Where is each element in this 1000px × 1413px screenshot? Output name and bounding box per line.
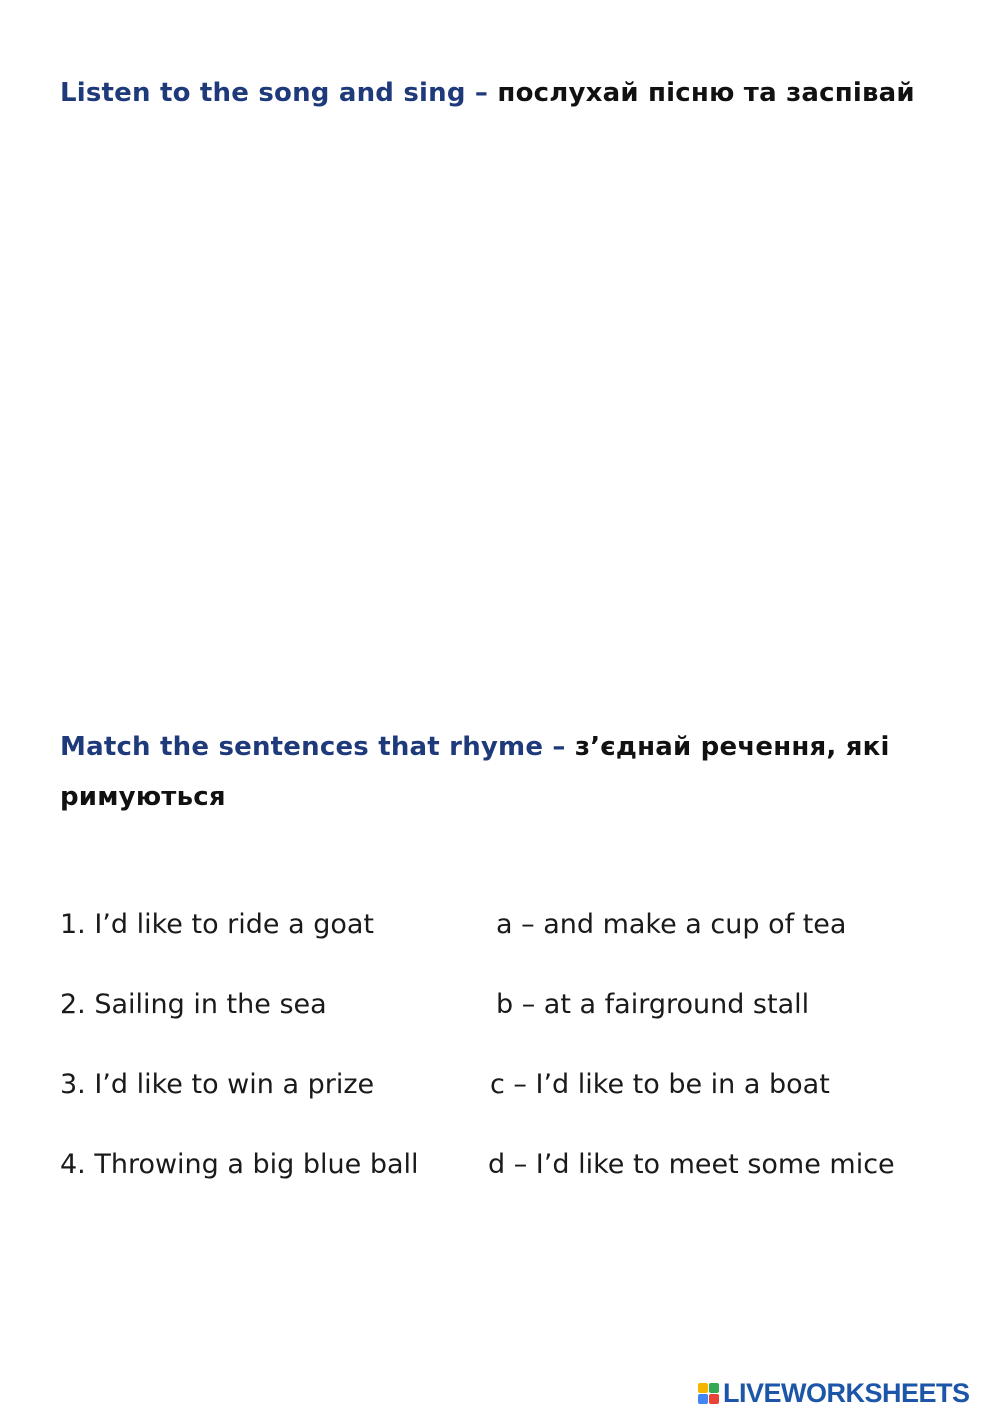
match-row xyxy=(60,985,960,1025)
heading-match-rhymes xyxy=(60,722,920,822)
match-option-b[interactable]: b – at a fairground stall xyxy=(496,989,810,1020)
match-option-a[interactable]: a – and make a cup of tea xyxy=(496,909,847,940)
match-sentence-4[interactable]: 4. Throwing a big blue ball xyxy=(60,1149,419,1180)
liveworksheets-logo xyxy=(698,1378,970,1408)
heading-listen-and-sing xyxy=(60,68,960,118)
match-option-d[interactable]: d – I’d like to meet some mice xyxy=(488,1149,895,1180)
heading-ukrainian: з’єднай речення, які римуються xyxy=(60,732,890,812)
logo-text: LIVEWORKSHEETS xyxy=(723,1377,970,1408)
match-row xyxy=(60,1065,960,1105)
match-option-c[interactable]: c – I’d like to be in a boat xyxy=(490,1069,830,1100)
heading-english: Listen to the song and sing – xyxy=(60,78,489,108)
match-sentence-3[interactable]: 3. I’d like to win a prize xyxy=(60,1069,375,1100)
liveworksheets-logo-icon xyxy=(698,1383,719,1404)
match-row xyxy=(60,905,960,945)
heading-english: Match the sentences that rhyme – xyxy=(60,732,566,762)
heading-ukrainian: послухай пісню та заспівай xyxy=(497,78,915,108)
match-row xyxy=(60,1145,960,1185)
match-sentence-1[interactable]: 1. I’d like to ride a goat xyxy=(60,909,375,940)
match-sentence-2[interactable]: 2. Sailing in the sea xyxy=(60,989,327,1020)
